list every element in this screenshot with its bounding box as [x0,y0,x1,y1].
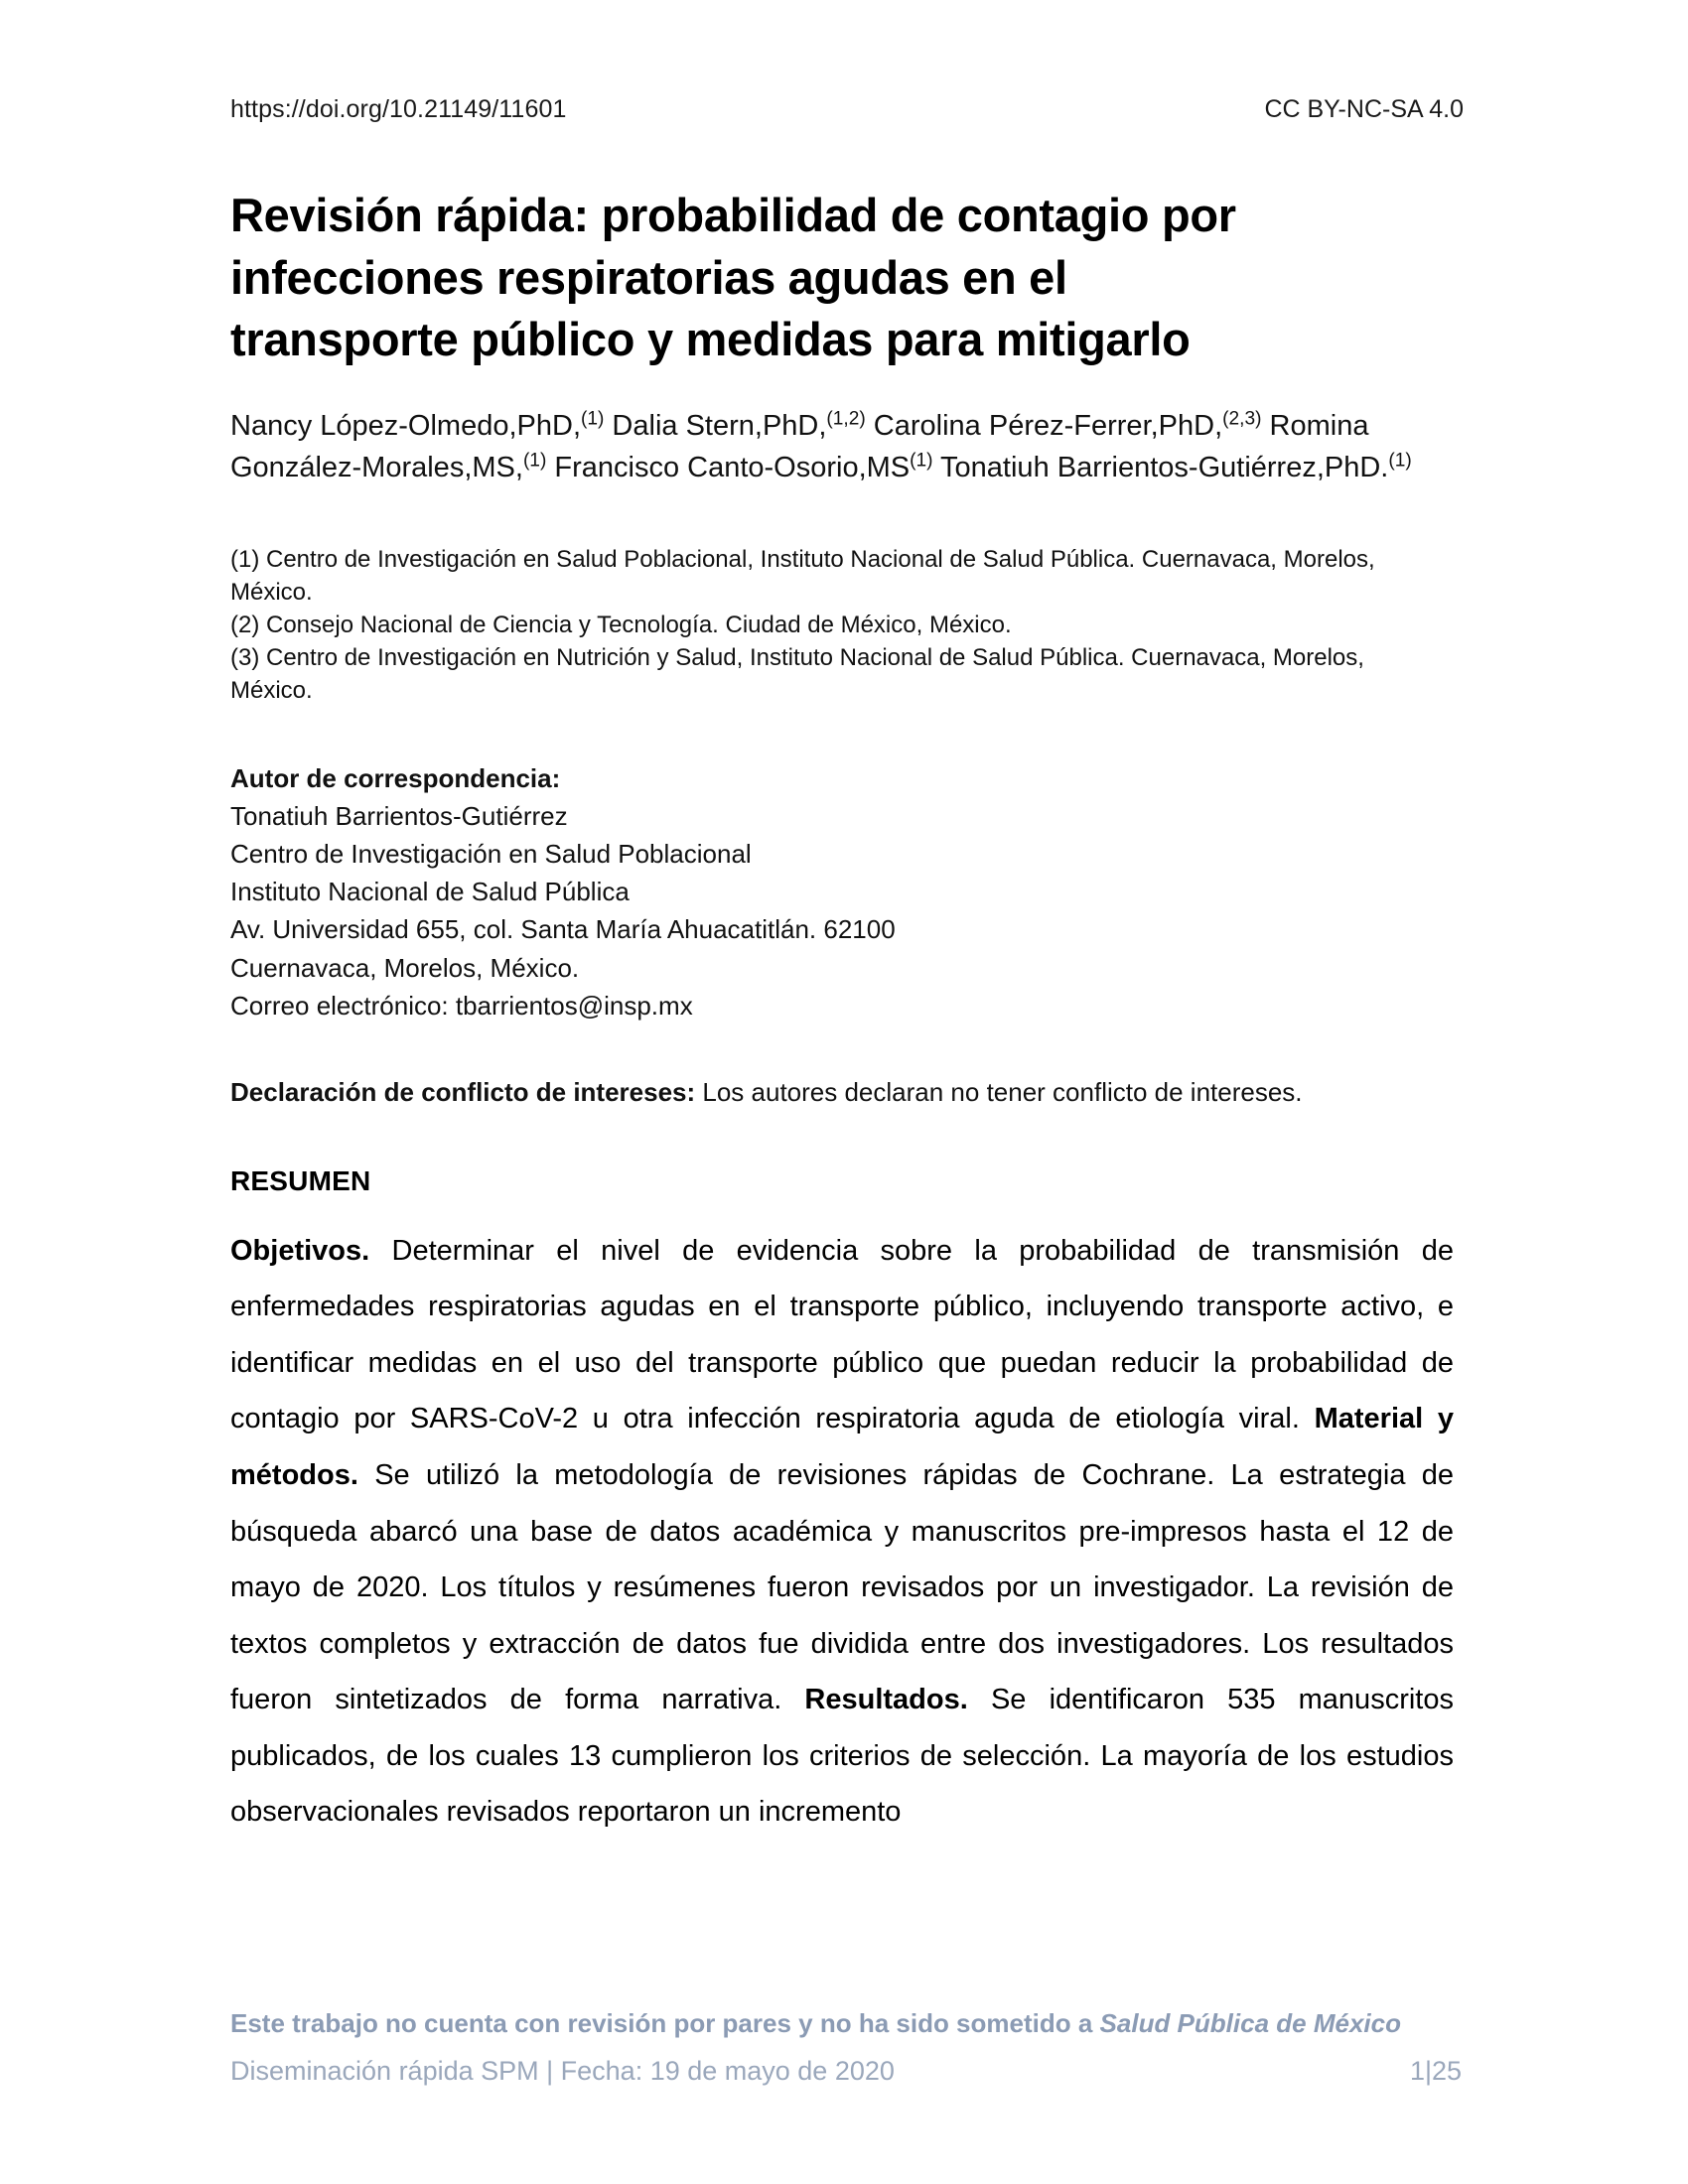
conflict-text: Los autores declaran no tener conflicto de intereses. [695,1077,1303,1108]
affiliation-list [230,543,1427,708]
abstract-section-label: Material y métodos. [230,1403,1454,1491]
correspondence-line: Correo electrónico: tbarrientos@insp.mx [230,990,693,1021]
doi-link[interactable]: https://doi.org/10.21149/11601 [230,95,567,123]
page-content [230,0,1464,1841]
correspondence-line: Tonatiuh Barrientos-Gutiérrez [230,800,568,831]
page-footer [230,2005,1462,2087]
correspondence-lines [230,797,1454,1024]
author-name: Nancy López-Olmedo,PhD, [230,409,581,442]
affiliation-item: (3) Centro de Investigación en Nutrición y Salud, Instituto Nacional de Salud Pública. Cuernavaca, Morelos, México. [230,644,1364,705]
running-head [230,94,1464,125]
abstract-text: Se identificaron 535 manuscritos publicados, de los cuales 13 cumplieron los criterios de selección. La mayoría de los estudios observacionales revisados reportaron un incremento [230,1684,1454,1829]
footer-peer-review-note [230,2005,1412,2042]
page-number: 1|25 [1409,2055,1462,2086]
author-name: Tonatiuh Barrientos-Gutiérrez,PhD. [932,452,1389,484]
author-affiliation-marker: (1) [910,450,933,472]
abstract-section-label: Objetivos. [230,1234,370,1267]
footer-imprint-line [230,2056,1462,2087]
abstract-text: Determinar el nivel de evidencia sobre la probabilidad de transmisión de enfermedades respiratorias agudas en el transporte público, incluyendo transporte activo, e identificar medidas en el uso del transporte público que puedan reducir la probabilidad de contagio por SARS-CoV-2 u otra infección respiratoria aguda de etiología viral. [230,1234,1454,1435]
conflict-label: Declaración de conflicto de intereses: [230,1077,696,1108]
author-affiliation-marker: (1,2) [826,408,866,430]
license-label: CC BY-NC-SA 4.0 [1264,95,1464,123]
abstract-body [230,1223,1454,1841]
paper-title: Revisión rápida: probabilidad de contagio por infecciones respiratorias agudas en el transporte público y medidas para mitigarlo [230,189,1236,366]
footer-journal-name: Salud Pública de México [1099,2008,1401,2038]
abstract-section-label: Resultados. [804,1684,968,1716]
footer-note-text: Este trabajo no cuenta con revisión por pares y no ha sido sometido a [230,2008,1100,2038]
affiliation-item: (1) Centro de Investigación en Salud Poblacional, Instituto Nacional de Salud Pública. Cuernavaca, Morelos, México. [230,546,1375,607]
author-affiliation-marker: (2,3) [1222,408,1262,430]
author-name: Francisco Canto-Osorio,MS [546,452,911,484]
author-name: Romina González-Morales,MS, [230,409,1369,484]
correspondence-block [230,759,1454,1025]
author-name: Dalia Stern,PhD, [604,409,827,442]
author-list [230,405,1427,489]
correspondence-line: Cuernavaca, Morelos, México. [230,952,580,983]
author-affiliation-marker: (1) [581,408,605,430]
author-affiliation-marker: (1) [1388,450,1412,472]
correspondence-line: Av. Universidad 655, col. Santa María Ahuacatitlán. 62100 [230,914,896,945]
abstract-text: Se utilizó la metodología de revisiones rápidas de Cochrane. La estrategia de búsqueda abarcó una base de datos académica y manuscritos pre-impresos hasta el 12 de mayo de 2020. Los títulos y resúmenes fueron revisados por un investigador. La revisión de textos completos y extracción de datos fue dividida entre dos investigadores. Los resultados fueron sintetizados de forma narrativa. [230,1458,1454,1716]
conflict-statement [230,1074,1454,1112]
author-name: Carolina Pérez-Ferrer,PhD, [865,409,1223,442]
correspondence-heading: Autor de correspondencia: [230,762,561,793]
affiliation-item: (2) Consejo Nacional de Ciencia y Tecnología. Ciudad de México, México. [230,612,1012,639]
author-affiliation-marker: (1) [522,450,547,472]
correspondence-line: Instituto Nacional de Salud Pública [230,877,630,907]
footer-imprint: Diseminación rápida SPM | Fecha: 19 de mayo de 2020 [230,2055,895,2086]
correspondence-line: Centro de Investigación en Salud Poblacional [230,838,752,869]
abstract-heading: RESUMEN [230,1164,371,1196]
